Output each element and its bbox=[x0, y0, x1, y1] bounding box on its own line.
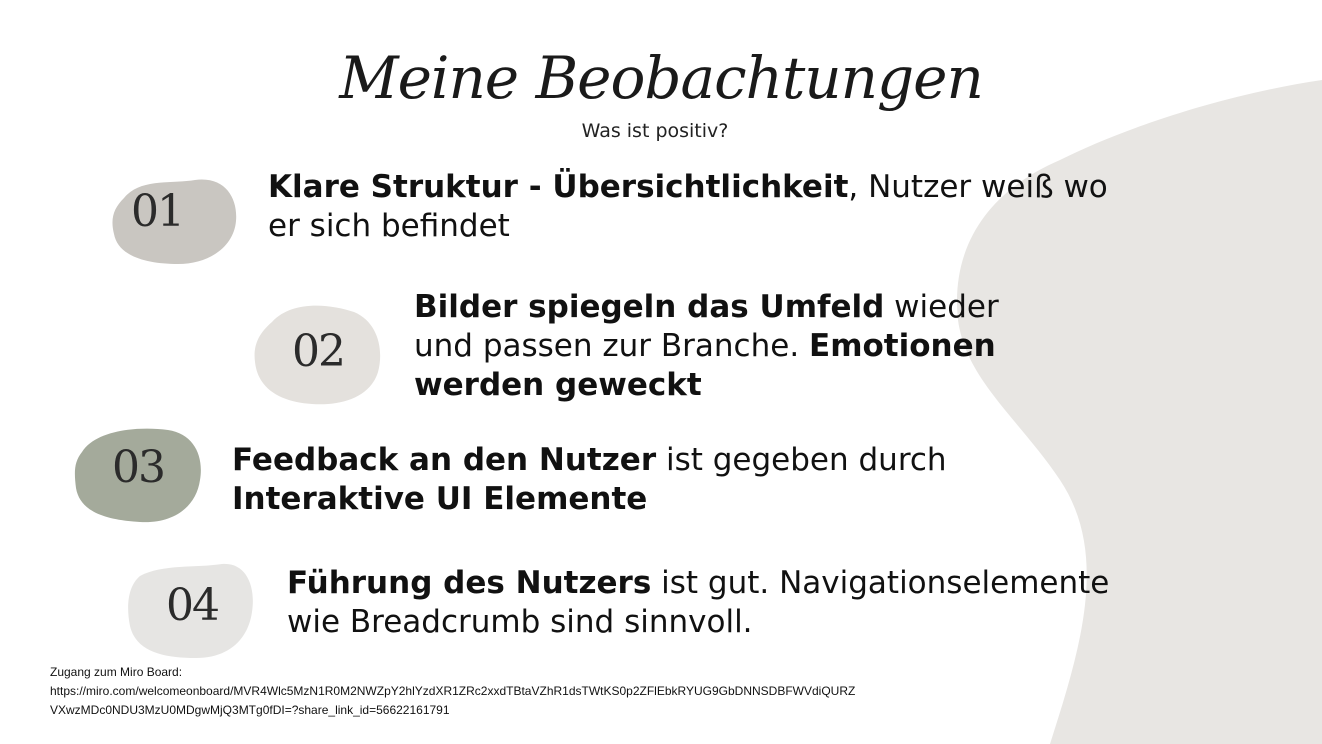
item-bold-01: Klare Struktur - Übersichtlichkeit bbox=[268, 169, 849, 205]
item-rest-02: wieder bbox=[884, 289, 999, 325]
item-line3-02: werden geweckt bbox=[414, 367, 702, 403]
item-text-02 bbox=[414, 288, 999, 405]
page-title: Meine Beobachtungen bbox=[339, 44, 983, 112]
item-line2-02: und passen zur Branche. bbox=[414, 328, 810, 364]
item-number-02: 02 bbox=[292, 326, 344, 377]
footer-url-line2[interactable]: VXwzMDc0NDU3MzU0MDgwMjQ3MTg0fDI=?share_link_id=56622161791 bbox=[50, 703, 450, 717]
item-bold2-02: Emotionen bbox=[809, 328, 996, 364]
item-bold-04: Führung des Nutzers bbox=[287, 565, 652, 601]
footer-miro-link bbox=[50, 663, 855, 720]
item-line2-04: wie Breadcrumb sind sinnvoll. bbox=[287, 604, 753, 640]
item-rest-01: , Nutzer weiß wo bbox=[848, 169, 1108, 205]
item-text-03 bbox=[232, 441, 947, 519]
item-number-03: 03 bbox=[112, 442, 164, 493]
item-text-04 bbox=[287, 564, 1109, 642]
item-bold-03: Feedback an den Nutzer bbox=[232, 442, 657, 478]
item-bold-02: Bilder spiegeln das Umfeld bbox=[414, 289, 885, 325]
item-rest-04: ist gut. Navigationselemente bbox=[651, 565, 1110, 601]
page-subtitle: Was ist positiv? bbox=[581, 120, 729, 142]
footer-label: Zugang zum Miro Board: bbox=[50, 665, 183, 679]
item-line2-01: er sich befindet bbox=[268, 208, 510, 244]
item-rest-03: ist gegeben durch bbox=[656, 442, 947, 478]
item-number-01: 01 bbox=[131, 186, 183, 237]
item-number-04: 04 bbox=[166, 580, 218, 631]
item-line2-03: Interaktive UI Elemente bbox=[232, 481, 648, 517]
item-text-01 bbox=[268, 168, 1108, 246]
footer-url-line1[interactable]: https://miro.com/welcomeonboard/MVR4Wlc5MzN1R0M2NWZpY2hlYzdXR1ZRc2xxdTBtaVZhR1dsTWtKS0p2ZFlEbkRYUG9GbDNNSDBFWVdiQURZ bbox=[50, 684, 856, 698]
